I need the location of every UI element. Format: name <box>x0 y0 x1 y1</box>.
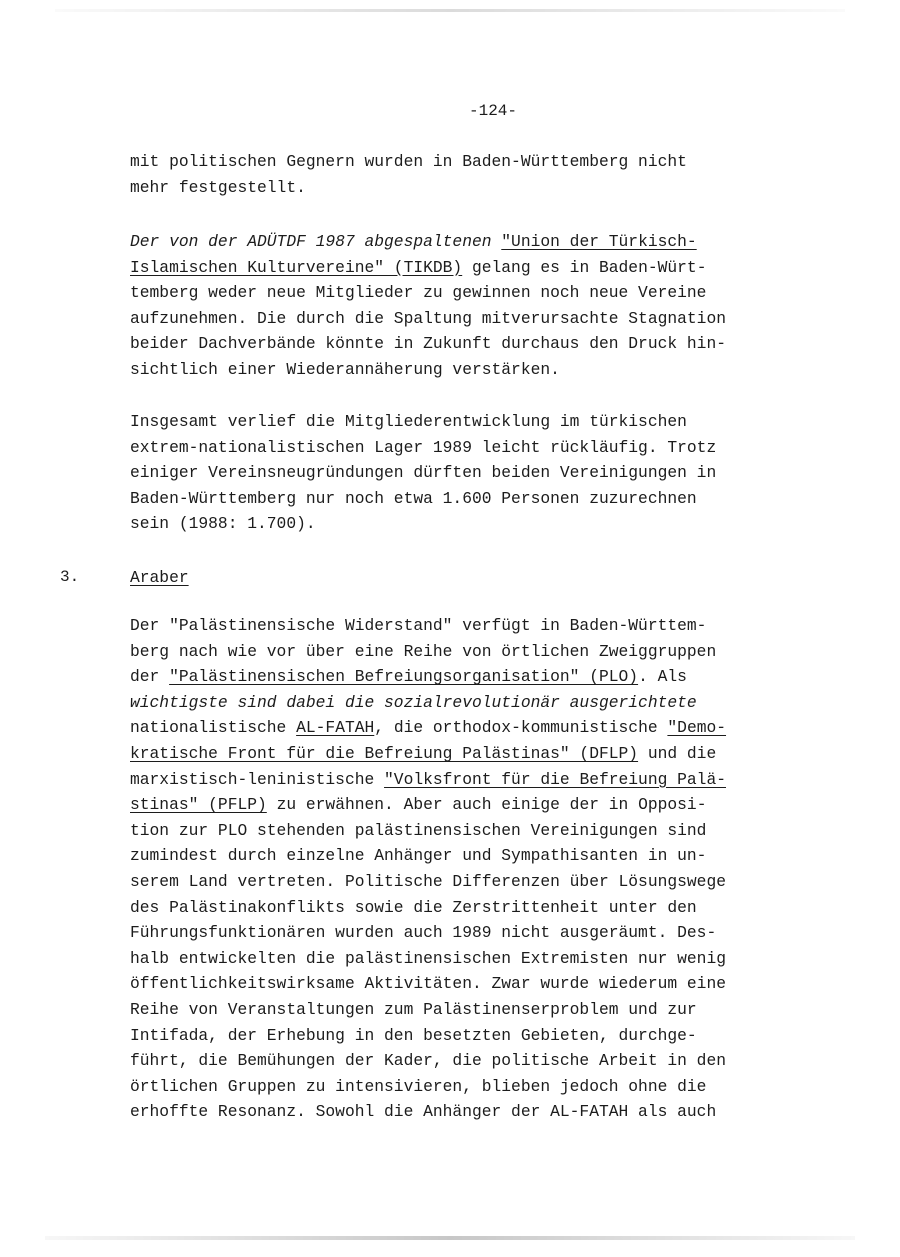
text-segment: Der von der ADÜTDF 1987 abgespaltenen <box>130 232 502 251</box>
text-line: erhoffte Resonanz. Sowohl die Anhänger der AL-FATAH als auch <box>130 1102 717 1122</box>
page-top-edge <box>55 9 845 12</box>
text-segment: . Als <box>638 667 687 687</box>
text-line: des Palästinakonflikts sowie die Zerstrittenheit unter den <box>130 897 697 917</box>
text-line <box>130 767 790 793</box>
text-line: einiger Vereinsneugründungen dürften beiden Vereinigungen in <box>130 463 717 483</box>
underlined-term: "Palästinensischen Befreiungsorganisation" (PLO) <box>169 667 639 687</box>
text-line: temberg weder neue Mitglieder zu gewinnen noch neue Vereine <box>130 283 707 303</box>
text-segment: zu erwähnen. Aber auch einige der in Opposi- <box>266 795 707 815</box>
underlined-term: AL-FATAH <box>296 718 375 738</box>
text-line: halb entwickelten die palästinensischen Extremisten nur wenig <box>130 948 726 968</box>
text-line: Reihe von Veranstaltungen zum Palästinenserproblem und zur <box>130 999 697 1019</box>
text-segment: nationalistische <box>130 718 297 738</box>
text-line: aufzunehmen. Die durch die Spaltung mitverursachte Stagnation <box>130 308 726 328</box>
text-line: sein (1988: 1.700). <box>130 514 316 534</box>
text-line <box>130 715 790 741</box>
page-number: -124- <box>468 102 517 120</box>
text-line: tion zur PLO stehenden palästinensischen Vereinigungen sind <box>130 820 707 840</box>
text-line <box>130 664 790 690</box>
text-line: Baden-Württemberg nur noch etwa 1.600 Personen zuzurechnen <box>130 488 697 508</box>
text-line: führt, die Bemühungen der Kader, die politische Arbeit in den <box>130 1051 726 1071</box>
text-line: mit politischen Gegnern wurden in Baden-Württemberg nicht <box>130 152 687 171</box>
section-title: Araber <box>130 568 189 587</box>
text-line: öffentlichkeitswirksame Aktivitäten. Zwar wurde wiederum eine <box>130 974 726 994</box>
text-line: mehr festgestellt. <box>130 177 306 197</box>
text-segment: gelang es in Baden-Würt- <box>462 257 707 277</box>
underlined-term: Islamischen Kulturvereine" (TIKDB) <box>130 257 463 277</box>
text-line <box>130 741 790 767</box>
section-heading <box>130 565 790 591</box>
section-number: 3. <box>60 568 80 586</box>
text-line: örtlichen Gruppen zu intensivieren, blieben jedoch ohne die <box>130 1076 707 1096</box>
underlined-term: "Union der Türkisch- <box>501 232 697 251</box>
text-segment: , die orthodox-kommunistische <box>374 718 668 738</box>
text-line: Intifada, der Erhebung in den besetzten Gebieten, durchge- <box>130 1025 697 1045</box>
text-line: Insgesamt verlief die Mitgliederentwicklung im türkischen <box>130 412 687 431</box>
intro-paragraph <box>130 149 790 200</box>
text-segment: marxistisch-leninistische <box>130 769 385 789</box>
paragraph-membership <box>130 409 790 537</box>
text-segment: und die <box>638 743 717 763</box>
paragraph-tikdb <box>130 229 790 383</box>
text-line: Der "Palästinensische Widerstand" verfügt in Baden-Württem- <box>130 616 707 635</box>
text-line: Führungsfunktionären wurden auch 1989 nicht ausgeräumt. Des- <box>130 923 717 943</box>
page-bottom-edge <box>45 1236 855 1240</box>
underlined-term: kratische Front für die Befreiung Palästinas" (DFLP) <box>130 743 639 763</box>
underlined-term: stinas" (PFLP) <box>130 795 267 815</box>
text-line <box>130 255 790 281</box>
text-segment: der <box>130 667 170 687</box>
text-line: wichtigste sind dabei die sozialrevolutionär ausgerichtete <box>130 692 697 712</box>
text-line: berg nach wie vor über eine Reihe von örtlichen Zweiggruppen <box>130 641 717 661</box>
underlined-term: "Demo- <box>667 718 727 738</box>
text-line: sichtlich einer Wiederannäherung verstärken. <box>130 359 560 379</box>
paragraph-palestinian <box>130 613 790 1125</box>
underlined-term: "Volksfront für die Befreiung Palä- <box>384 769 726 789</box>
text-line <box>130 229 790 255</box>
text-line: beider Dachverbände könnte in Zukunft durchaus den Druck hin- <box>130 334 726 354</box>
text-line <box>130 792 790 818</box>
text-line: zumindest durch einzelne Anhänger und Sympathisanten in un- <box>130 846 707 866</box>
text-line: extrem-nationalistischen Lager 1989 leicht rückläufig. Trotz <box>130 437 717 457</box>
text-line: serem Land vertreten. Politische Differenzen über Lösungswege <box>130 871 726 891</box>
